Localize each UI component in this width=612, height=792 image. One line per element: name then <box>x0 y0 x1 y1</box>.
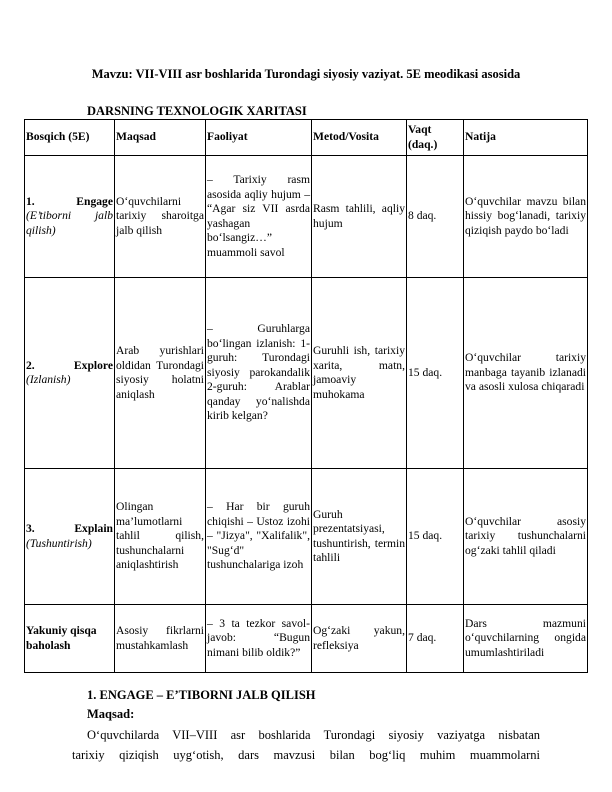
method-cell: Guruhli ish, tarixiy xarita, matn, jamoaviy muhokama <box>312 278 407 469</box>
stage-name: 3. Explain <box>26 522 113 535</box>
stage-name: 2. Explore <box>26 358 113 372</box>
result-cell: O‘quvchilar asosiy tarixiy tushunchalarni og‘zaki tahlil qiladi <box>464 469 588 605</box>
result-cell: Dars mazmuni o‘quvchilarning ongida umumlashtiriladi <box>464 605 588 673</box>
method-cell: Rasm tahlili, aqliy hujum <box>312 156 407 278</box>
time-cell: 7 daq. <box>407 605 464 673</box>
lesson-map-table <box>24 119 588 673</box>
activity-cell: – Guruhlarga bo‘lingan izlanish: 1-guruh: Turondagi siyosiy parokandalik 2-guruh: Arablar qanday yo‘nalishda kirib kelgan? <box>206 278 312 469</box>
result-cell: O‘quvchilar mavzu bilan hissiy bog‘lanadi, tarixiy qiziqish paydo bo‘ladi <box>464 156 588 278</box>
method-cell: Guruh prezentatsiyasi, tushuntirish, termin tahlili <box>312 469 407 605</box>
time-cell: 15 daq. <box>407 469 464 605</box>
stage-cell <box>25 605 115 673</box>
table-header-row <box>25 120 588 156</box>
result-cell: O‘quvchilar tarixiy manbaga tayanib izlanadi va asosli xulosa chiqaradi <box>464 278 588 469</box>
section-heading: 1. ENGAGE – E’TIBORNI JALB QILISH <box>87 688 316 702</box>
activity-cell: – 3 ta tezkor savol-javob: “Bugun nimani bilib oldik?” <box>206 605 312 673</box>
section-paragraph <box>72 725 540 765</box>
table-row <box>25 278 588 469</box>
document-title: Mavzu: VII-VIII asr boshlarida Turondagi siyosiy vaziyat. 5E meodikasi asosida <box>91 67 521 81</box>
stage-subtitle: (Tushuntirish) <box>26 536 92 550</box>
activity-cell: – Tarixiy rasm asosida aqliy hujum – “Agar siz VII asrda yashagan bo‘lsangiz…” muammoli savol <box>206 156 312 278</box>
table-row <box>25 156 588 278</box>
goal-cell: Arab yurishlari oldidan Turondagi siyosiy holatni aniqlash <box>115 278 206 469</box>
paragraph-line: O‘quvchilarda VII–VIII asr boshlarida Turondagi siyosiy vaziyatga nisbatan <box>87 728 540 742</box>
stage-cell <box>25 156 115 278</box>
document-subtitle: DARSNING TEXNOLOGIK XARITASI <box>87 104 307 118</box>
stage-name: 1. Engage <box>26 194 113 208</box>
header-method: Metod/Vosita <box>312 120 407 156</box>
stage-name: Yakuniy qisqa baholash <box>26 624 97 652</box>
stage-cell <box>25 469 115 605</box>
header-time: Vaqt (daq.) <box>407 120 464 156</box>
header-result: Natija <box>464 120 588 156</box>
header-activity: Faoliyat <box>206 120 312 156</box>
activity-cell: – Har bir guruh chiqishi – Ustoz izohi – "Jizya", "Xalifalik", "Sug‘d" tushunchalariga izoh <box>206 469 312 605</box>
table-row <box>25 605 588 673</box>
goal-cell: Asosiy fikrlarni mustahkamlash <box>115 605 206 673</box>
header-stage: Bosqich (5E) <box>25 120 115 156</box>
stage-subtitle: (E’tiborni jalb qilish) <box>26 209 113 237</box>
paragraph-line: tarixiy qiziqish uyg‘otish, dars mavzusi bilan bog‘liq muhim muammolarni <box>72 748 540 762</box>
time-cell: 8 daq. <box>407 156 464 278</box>
method-cell: Og‘zaki yakun, refleksiya <box>312 605 407 673</box>
stage-cell <box>25 278 115 469</box>
stage-subtitle: (Izlanish) <box>26 373 71 386</box>
goal-label: Maqsad: <box>87 707 135 721</box>
goal-cell: O‘quvchilarni tarixiy sharoitga jalb qilish <box>115 156 206 278</box>
time-cell: 15 daq. <box>407 278 464 469</box>
header-goal: Maqsad <box>115 120 206 156</box>
goal-cell: Olingan ma’lumotlarni tahlil qilish, tushunchalarni aniqlashtirish <box>115 469 206 605</box>
table-row <box>25 469 588 605</box>
